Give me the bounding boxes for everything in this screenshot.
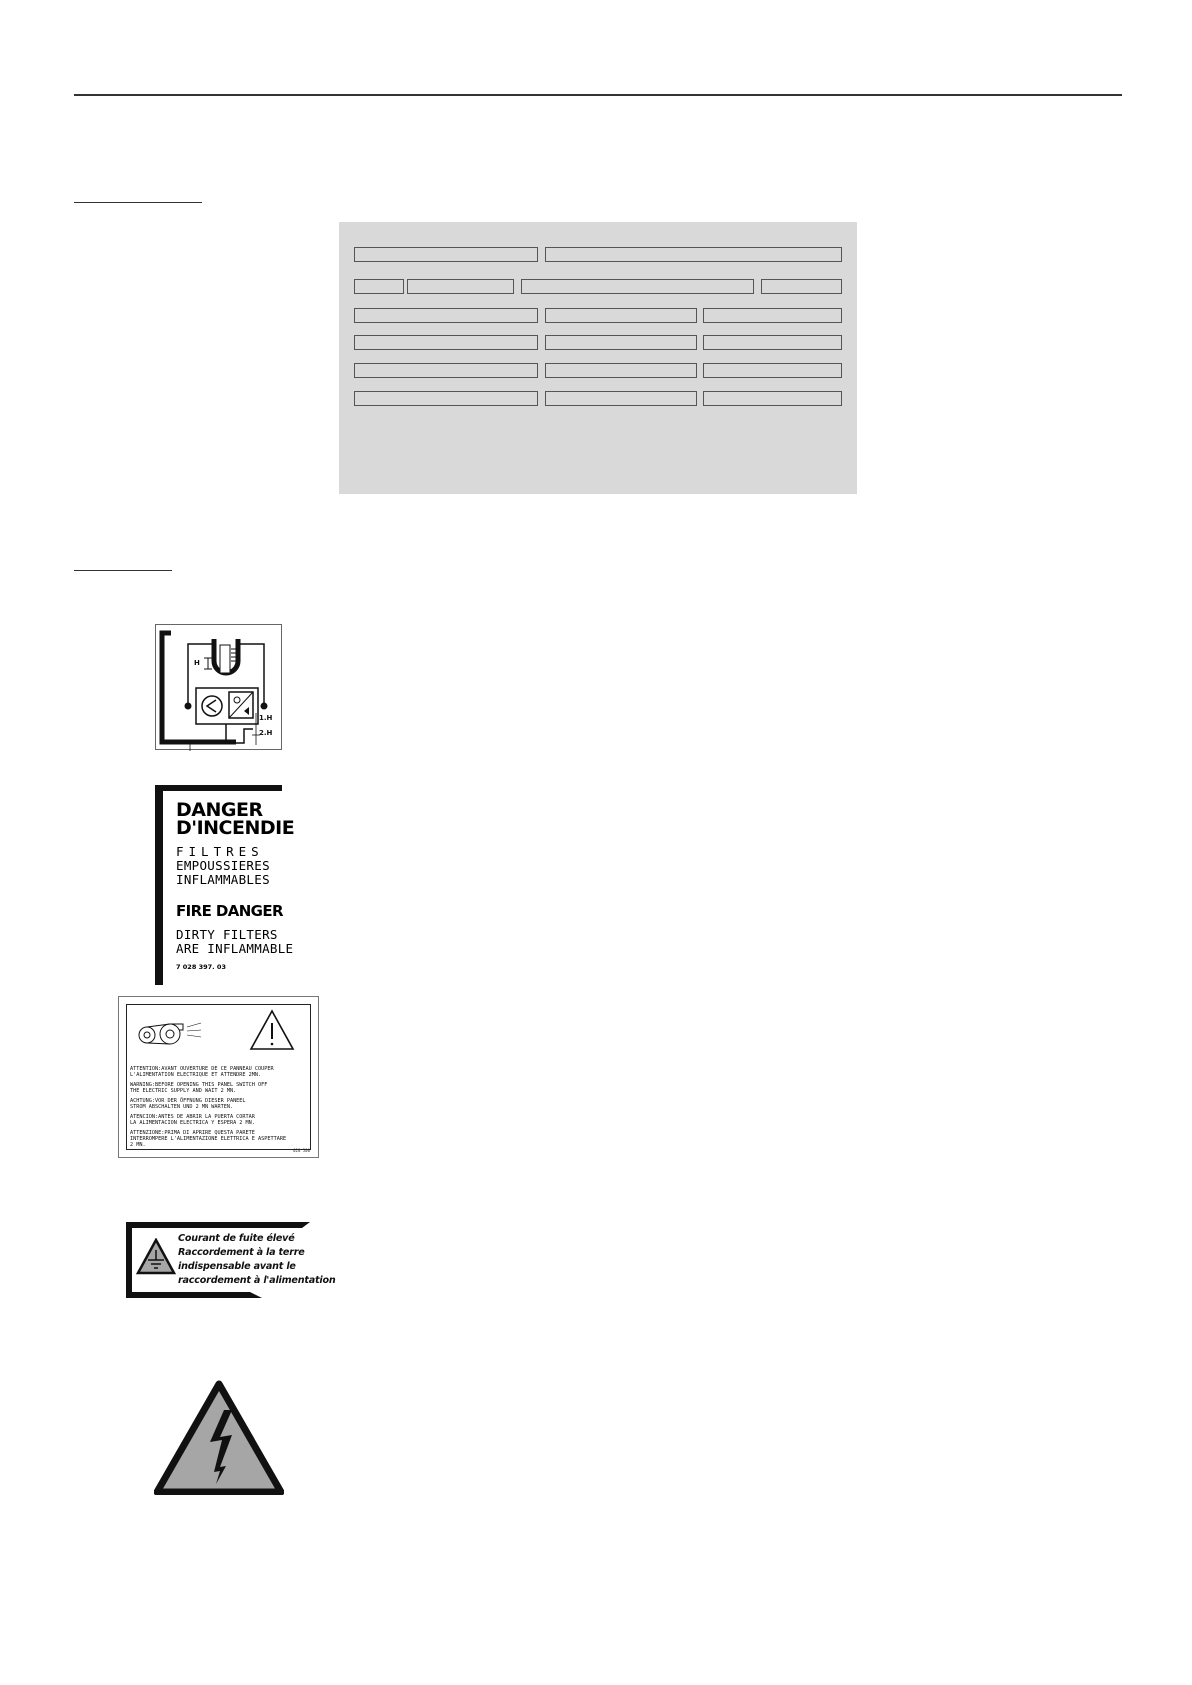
warning-triangle-icon	[249, 1009, 295, 1051]
identification-plate	[339, 222, 857, 494]
plate-field	[354, 335, 538, 350]
electrical-hazard-label	[154, 1380, 284, 1495]
danger-text: INFLAMMABLES	[176, 872, 270, 887]
fire-danger-heading: FIRE DANGER	[176, 902, 283, 920]
danger-text: FILTRES	[176, 844, 264, 859]
plate-field	[354, 247, 538, 262]
plate-field	[354, 279, 404, 294]
plate-field	[761, 279, 842, 294]
pressure-mark-1h: 1.H	[259, 714, 273, 722]
leakage-line: raccordement à l'alimentation	[178, 1275, 336, 1286]
plate-field	[703, 391, 842, 406]
plate-field	[545, 335, 697, 350]
label-frame	[155, 785, 163, 985]
pressure-mark-2h: 2.H	[259, 729, 273, 737]
leakage-text	[178, 1232, 336, 1288]
plate-field	[703, 308, 842, 323]
plate-field	[545, 363, 697, 378]
plate-field	[354, 363, 538, 378]
warning-text-it: ATTENZIONE:PRIMA DI APRIRE QUESTA PARETE INTERROMPERE L'ALIMENTAZIONE ELETTRICA E ASPETTARE 2 MN.	[130, 1130, 287, 1149]
label-code: 7 028 397. 03	[176, 963, 226, 971]
labels-section-heading-rule	[74, 570, 172, 571]
fire-danger-label	[155, 785, 295, 985]
plate-field	[545, 308, 697, 323]
label-frame	[155, 785, 282, 791]
leakage-line: indispensable avant le	[178, 1261, 296, 1272]
danger-text: EMPOUSSIERES	[176, 858, 270, 873]
plate-field	[545, 247, 842, 262]
plate-field	[703, 363, 842, 378]
leakage-current-label	[124, 1220, 336, 1300]
plate-field	[354, 308, 538, 323]
danger-text: ARE INFLAMMABLE	[176, 941, 294, 956]
fan-belt-icon	[135, 1017, 215, 1051]
plate-field	[521, 279, 754, 294]
plate-field	[545, 391, 697, 406]
label-code: 028 500	[293, 1148, 310, 1153]
danger-text: DIRTY FILTERS	[176, 927, 278, 942]
danger-heading: DANGER	[176, 799, 263, 821]
leakage-line: Courant de fuite élevé	[178, 1233, 295, 1244]
fan-warning-label	[118, 996, 319, 1158]
high-voltage-icon	[154, 1380, 284, 1495]
plate-field	[407, 279, 514, 294]
plate-section-heading-rule	[74, 202, 202, 203]
pressure-mark-h: H	[194, 659, 200, 667]
danger-heading: D'INCENDIE	[176, 817, 295, 839]
plate-field	[703, 335, 842, 350]
plate-field	[354, 391, 538, 406]
header-rule	[74, 94, 1122, 96]
leakage-line: Raccordement à la terre	[178, 1247, 305, 1258]
earth-ground-warning-icon	[136, 1238, 176, 1276]
warning-text-es: ATENCION:ANTES DE ABRIR LA PUERTA CORTAR LA ALIMENTACION ELECTRICA Y ESPERA 2 MN.	[130, 1114, 255, 1127]
warning-text-de: ACHTUNG:VOR DER ÖFFNUNG DIESER PANEEL STROM ABSCHALTEN UND 2 MN WARTEN.	[130, 1098, 246, 1111]
warning-text-fr: ATTENTION:AVANT OUVERTURE DE CE PANNEAU COUPER L'ALIMENTATION ELECTRIQUE ET ATTENDRE 2MN.	[130, 1066, 274, 1079]
duct-pressure-label	[155, 624, 282, 750]
warning-text-en: WARNING:BEFORE OPENING THIS PANEL SWITCH OFF THE ELECTRIC SUPPLY AND WAIT 2 MN.	[130, 1082, 268, 1095]
